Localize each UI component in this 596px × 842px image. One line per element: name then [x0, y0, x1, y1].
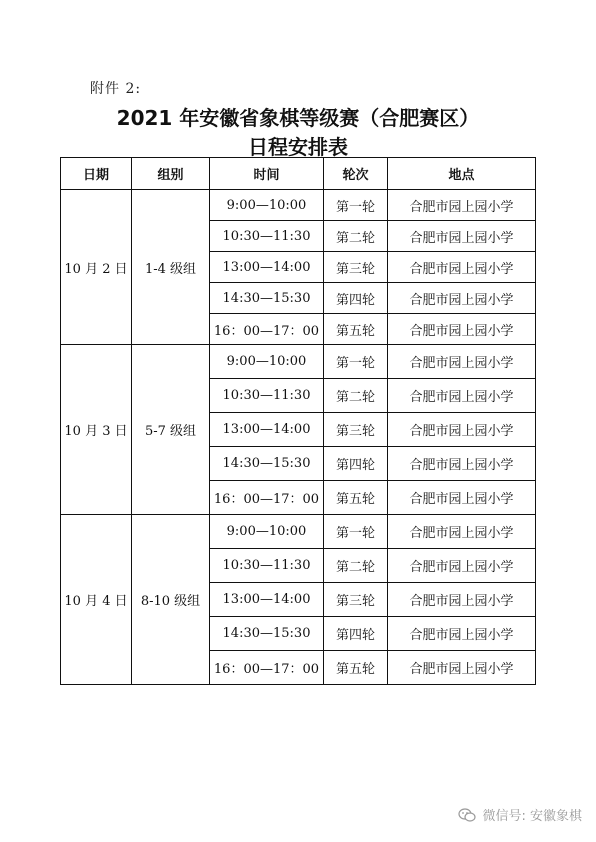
- header-group: 组别: [132, 158, 210, 190]
- venue-cell: 合肥市园上园小学: [388, 583, 536, 617]
- round-cell: 第四轮: [324, 617, 388, 651]
- table-header-row: [61, 158, 536, 190]
- header-venue: 地点: [388, 158, 536, 190]
- group-cell: 5-7 级组: [132, 345, 210, 515]
- round-cell: 第五轮: [324, 314, 388, 345]
- venue-cell: 合肥市园上园小学: [388, 379, 536, 413]
- venue-cell: 合肥市园上园小学: [388, 221, 536, 252]
- round-cell: 第五轮: [324, 651, 388, 685]
- venue-cell: 合肥市园上园小学: [388, 283, 536, 314]
- round-cell: 第五轮: [324, 481, 388, 515]
- time-cell: 10:30—11:30: [210, 549, 324, 583]
- date-cell: 10 月 3 日: [61, 345, 132, 515]
- schedule-group: [61, 515, 536, 685]
- watermark: [458, 805, 582, 824]
- time-cell: 14:30—15:30: [210, 447, 324, 481]
- time-cell: 16：00—17：00: [210, 651, 324, 685]
- table-row: [61, 190, 536, 221]
- venue-cell: 合肥市园上园小学: [388, 413, 536, 447]
- time-cell: 10:30—11:30: [210, 379, 324, 413]
- venue-cell: 合肥市园上园小学: [388, 515, 536, 549]
- venue-cell: 合肥市园上园小学: [388, 617, 536, 651]
- venue-cell: 合肥市园上园小学: [388, 481, 536, 515]
- round-cell: 第四轮: [324, 283, 388, 314]
- round-cell: 第二轮: [324, 221, 388, 252]
- time-cell: 9:00—10:00: [210, 515, 324, 549]
- schedule-table: [60, 157, 536, 685]
- venue-cell: 合肥市园上园小学: [388, 314, 536, 345]
- venue-cell: 合肥市园上园小学: [388, 549, 536, 583]
- venue-cell: 合肥市园上园小学: [388, 447, 536, 481]
- header-time: 时间: [210, 158, 324, 190]
- schedule-group: [61, 190, 536, 345]
- group-cell: 1-4 级组: [132, 190, 210, 345]
- schedule-group: [61, 345, 536, 515]
- wechat-icon: [458, 808, 476, 822]
- time-cell: 14:30—15:30: [210, 617, 324, 651]
- document-subtitle: 日程安排表: [248, 135, 348, 159]
- time-cell: 13:00—14:00: [210, 252, 324, 283]
- round-cell: 第三轮: [324, 583, 388, 617]
- header-date: 日期: [61, 158, 132, 190]
- time-cell: 14:30—15:30: [210, 283, 324, 314]
- venue-cell: 合肥市园上园小学: [388, 651, 536, 685]
- date-cell: 10 月 2 日: [61, 190, 132, 345]
- round-cell: 第二轮: [324, 379, 388, 413]
- watermark-text: 微信号: 安徽象棋: [482, 809, 582, 824]
- venue-cell: 合肥市园上园小学: [388, 252, 536, 283]
- round-cell: 第一轮: [324, 190, 388, 221]
- round-cell: 第四轮: [324, 447, 388, 481]
- time-cell: 16：00—17：00: [210, 481, 324, 515]
- round-cell: 第一轮: [324, 345, 388, 379]
- document-title: 2021 年安徽省象棋等级赛（合肥赛区）: [116, 106, 480, 130]
- time-cell: 9:00—10:00: [210, 190, 324, 221]
- venue-cell: 合肥市园上园小学: [388, 190, 536, 221]
- round-cell: 第三轮: [324, 252, 388, 283]
- time-cell: 16：00—17：00: [210, 314, 324, 345]
- date-cell: 10 月 4 日: [61, 515, 132, 685]
- venue-cell: 合肥市园上园小学: [388, 345, 536, 379]
- round-cell: 第一轮: [324, 515, 388, 549]
- table-row: [61, 345, 536, 379]
- table-row: [61, 515, 536, 549]
- round-cell: 第三轮: [324, 413, 388, 447]
- time-cell: 9:00—10:00: [210, 345, 324, 379]
- attachment-label: 附件 2:: [90, 81, 142, 97]
- time-cell: 10:30—11:30: [210, 221, 324, 252]
- group-cell: 8-10 级组: [132, 515, 210, 685]
- time-cell: 13:00—14:00: [210, 413, 324, 447]
- round-cell: 第二轮: [324, 549, 388, 583]
- time-cell: 13:00—14:00: [210, 583, 324, 617]
- header-round: 轮次: [324, 158, 388, 190]
